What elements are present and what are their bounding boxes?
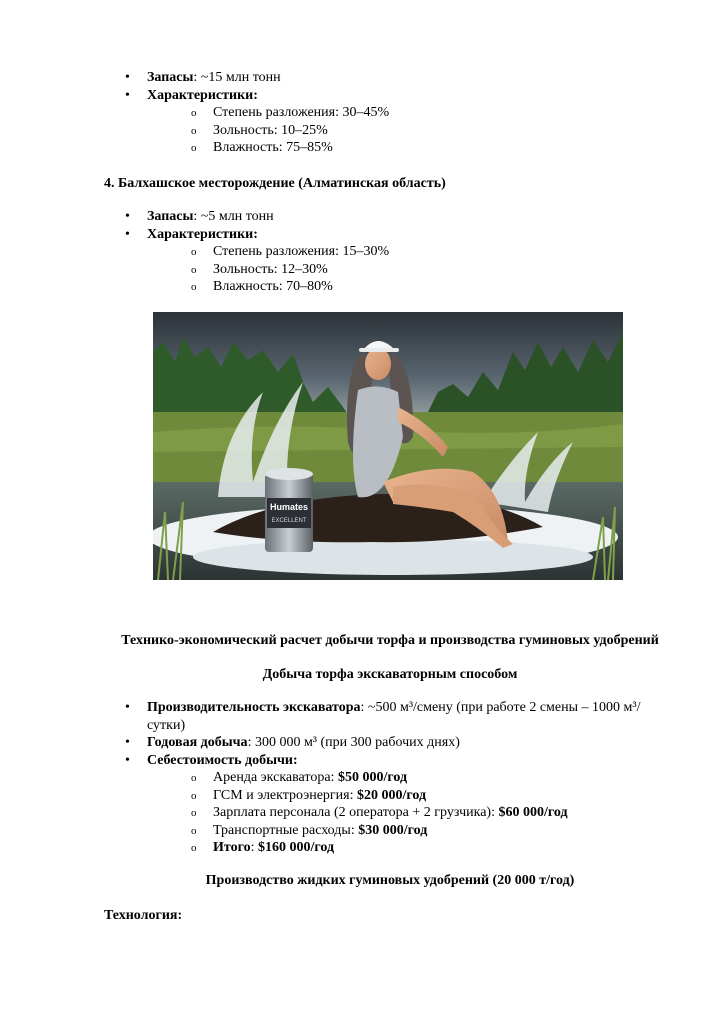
cost-item-text: Аренда экскаватора: xyxy=(213,770,338,785)
cost-item-value: $30 000/год xyxy=(358,822,428,838)
sub-list-item: o Зольность: 10–25% xyxy=(191,122,685,140)
productivity-label: Производительность экскаватора xyxy=(147,700,361,715)
cost-item-text: ГСМ и электроэнергия: xyxy=(213,787,357,803)
cost-item xyxy=(191,769,655,787)
production-heading: Производство жидких гуминовых удобрений (20 000 т/год) xyxy=(205,873,575,888)
section3-list xyxy=(125,69,685,157)
section4-list xyxy=(125,208,685,296)
list-item xyxy=(125,87,685,157)
list-item xyxy=(125,226,685,296)
colon: : xyxy=(293,752,298,768)
reserves-label: Запасы xyxy=(147,70,194,85)
cost-item-text: Транспортные расходы: xyxy=(213,822,359,838)
annual-label: Годовая добыча xyxy=(147,735,248,750)
main-title: Технико-экономический расчет добычи торфа и производства гуминовых удобрений xyxy=(121,633,659,648)
sub-list-item: o Зольность: 12–30% xyxy=(191,261,685,279)
extraction-list xyxy=(125,699,655,857)
list-item xyxy=(125,69,685,87)
list-item xyxy=(125,734,655,752)
characteristics-label: Характеристики xyxy=(147,226,254,242)
list-item xyxy=(125,208,685,226)
total-label: Итого xyxy=(213,840,251,855)
cost-item xyxy=(191,804,655,822)
sub-list-item: o Влажность: 75–85% xyxy=(191,139,685,157)
list-item xyxy=(125,752,655,857)
technology-label: Технология: xyxy=(104,908,183,923)
cost-item-text: Зарплата персонала (2 оператора + 2 грузчика): xyxy=(213,805,499,820)
cost-item xyxy=(191,822,655,840)
cost-item-value: $20 000/год xyxy=(357,787,427,803)
product-can xyxy=(265,468,313,552)
can-label-line1: Humates xyxy=(269,502,309,512)
sub-list-item: o Влажность: 70–80% xyxy=(191,278,685,296)
characteristics-label: Характеристики xyxy=(147,87,254,103)
cost-item-value: $60 000/год xyxy=(498,805,568,820)
total-sep: : xyxy=(250,840,258,855)
list-item xyxy=(125,699,655,734)
main-subtitle: Добыча торфа экскаваторным способом xyxy=(262,667,518,682)
cost-total xyxy=(191,839,655,857)
reserves-label: Запасы xyxy=(147,209,194,224)
illustration-image xyxy=(153,312,623,580)
reserves-value: : ~15 млн тонн xyxy=(193,70,281,85)
colon: : xyxy=(253,226,258,242)
colon: : xyxy=(253,87,258,103)
section4-heading: 4. Балхашское месторождение (Алматинская область) xyxy=(104,176,446,191)
cost-label: Себестоимость добычи xyxy=(147,752,293,768)
can-label-line2: EXCELLENT xyxy=(271,518,307,524)
productivity-value: : ~500 м³/смену (при работе 2 смены – 1000 м³/сутки) xyxy=(147,700,641,733)
annual-value: : 300 000 м³ (при 300 рабочих днях) xyxy=(247,735,460,750)
reserves-value: : ~5 млн тонн xyxy=(193,209,274,224)
cost-item xyxy=(191,787,655,805)
sub-list-item: o Степень разложения: 30–45% xyxy=(191,104,685,122)
sub-list-item: o Степень разложения: 15–30% xyxy=(191,243,685,261)
cost-item-value: $50 000/год xyxy=(337,770,408,785)
total-value: $160 000/год xyxy=(257,840,335,855)
